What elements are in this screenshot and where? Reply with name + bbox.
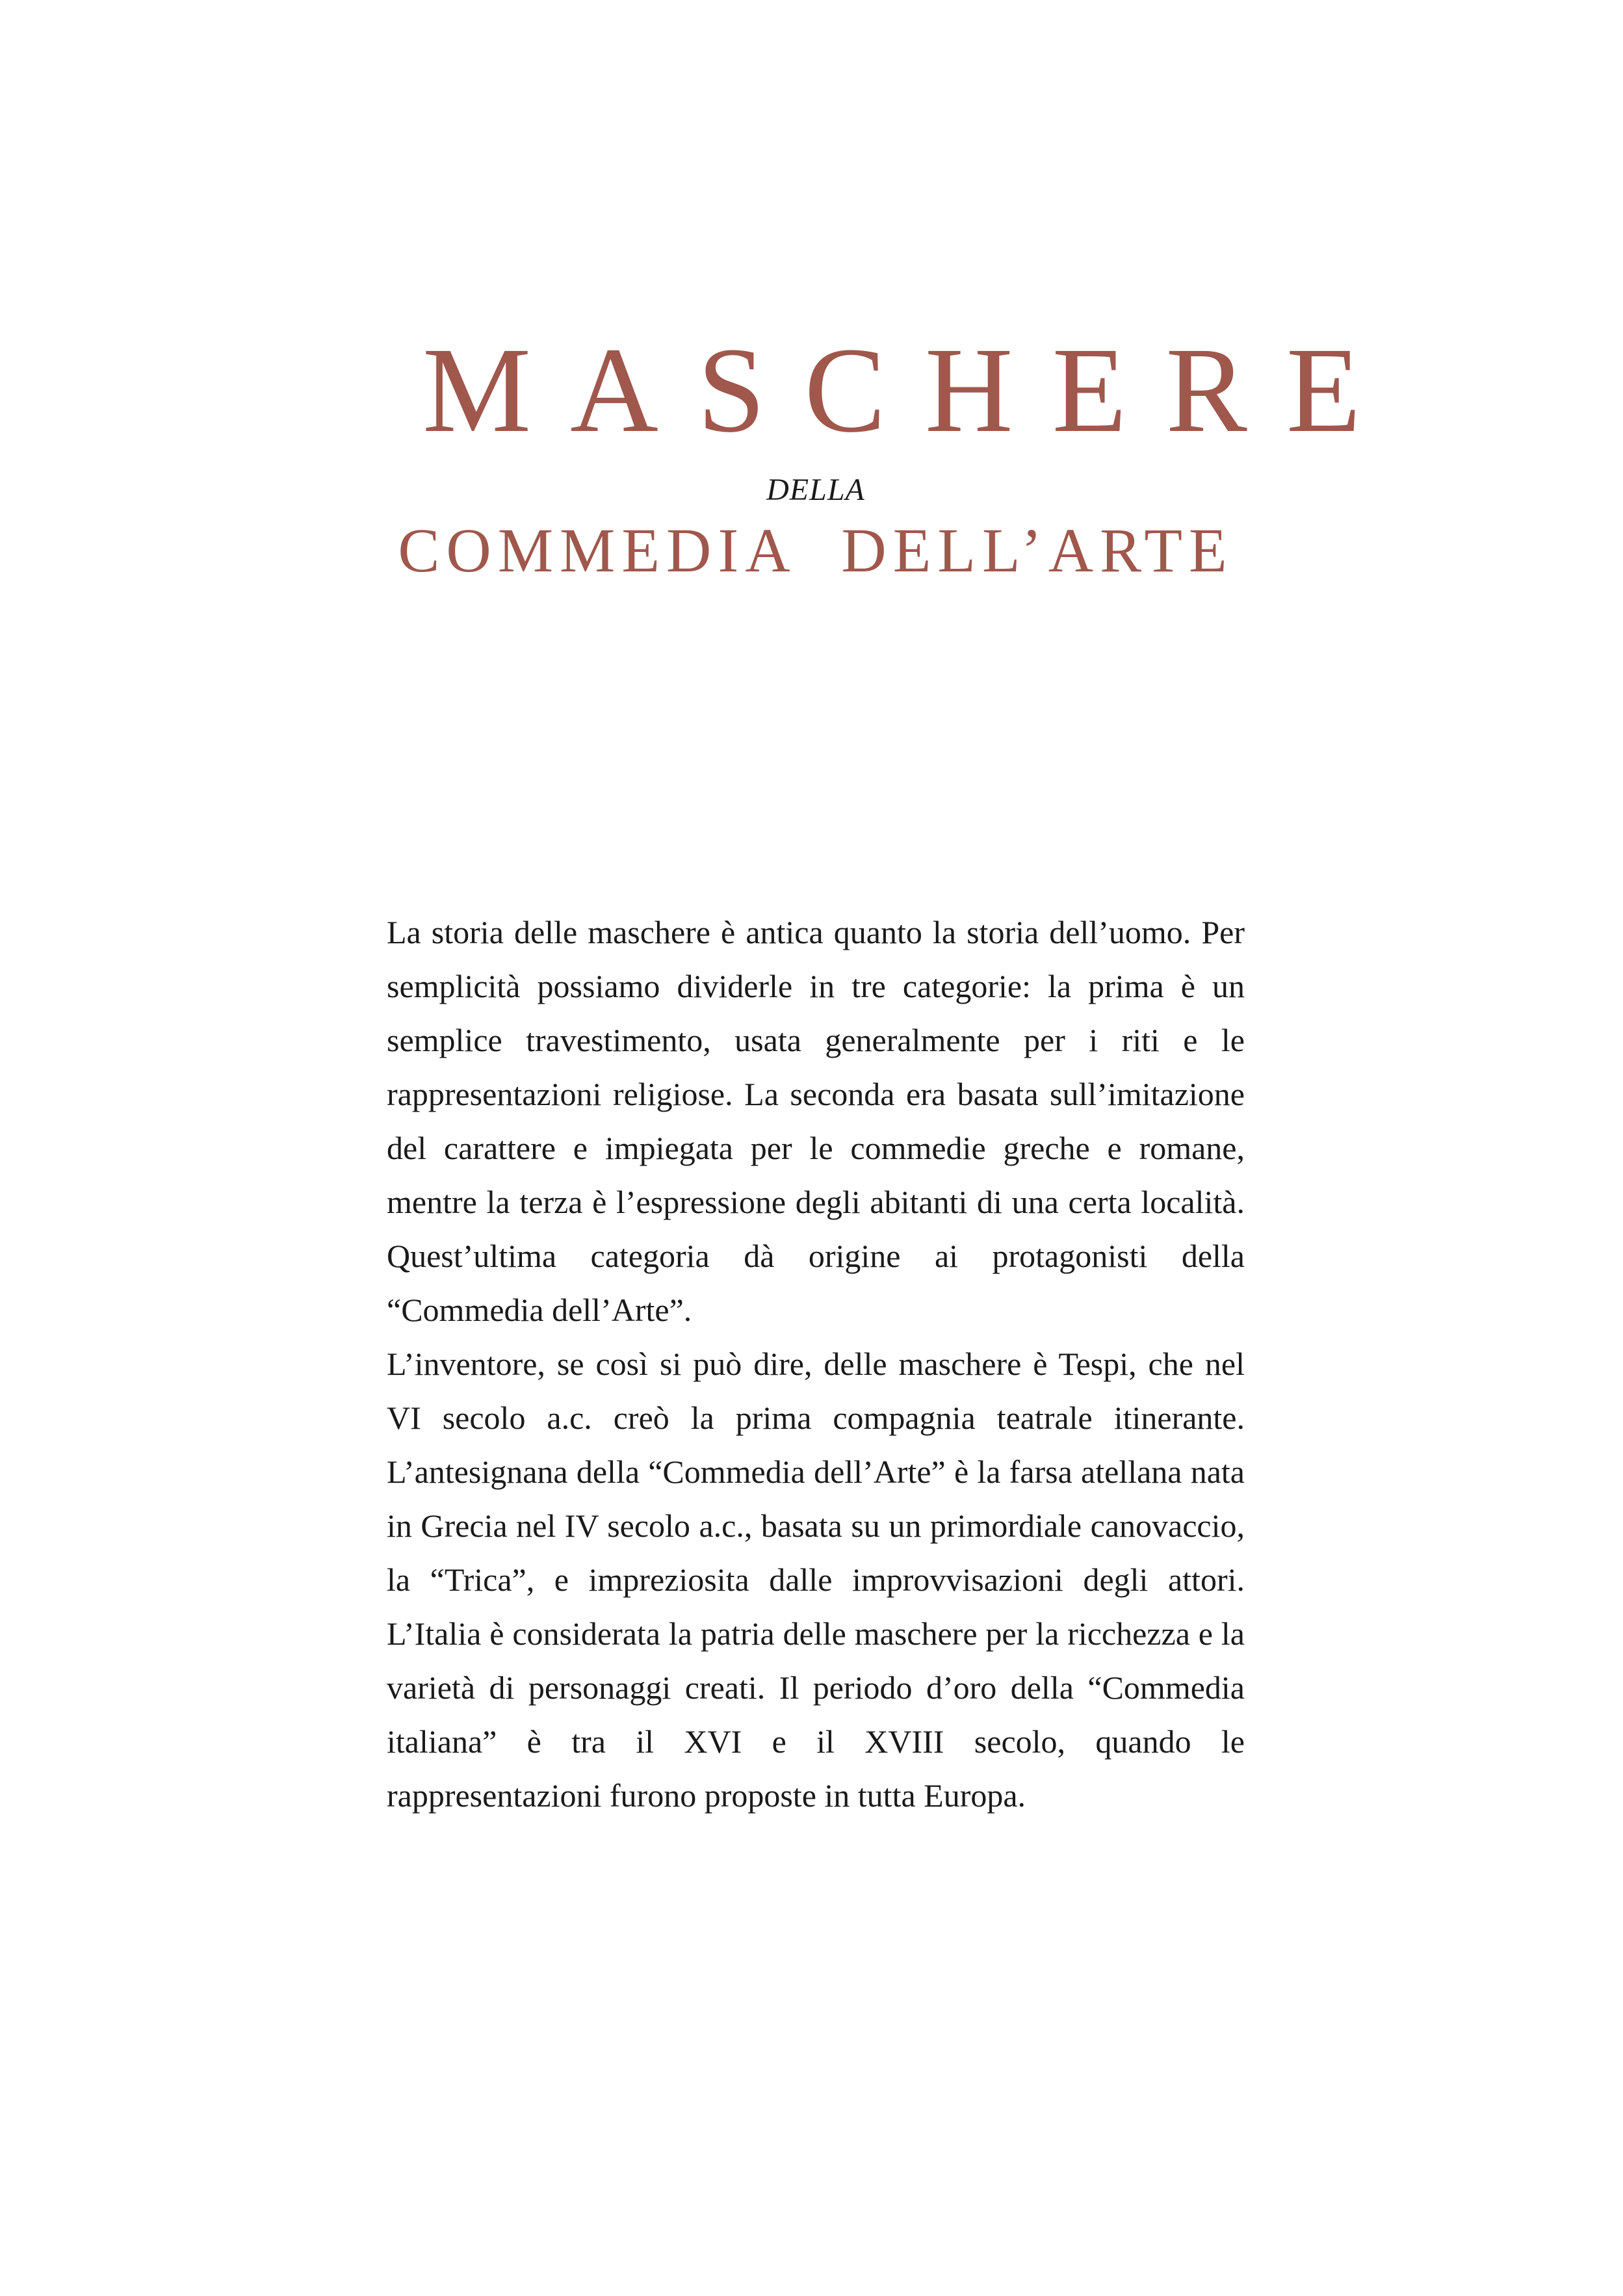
title-subtitle: COMMEDIA DELL’ARTE — [398, 515, 1234, 585]
paragraph-1: La storia delle maschere è antica quanto la storia dell’uomo. Per semplicità possiamo dividerle in tre categorie: la prima è un semplice travestimento, usata generalmente per i riti e le rappresentazioni religiose. La seconda era basata sull’imitazione del carattere e impiegata per le commedie greche e romane, mentre la terza è l’espressione degli abitanti di una certa località. Quest’ultima categoria dà origine ai protagonisti della “Commedia dell’Arte”. — [387, 914, 1245, 1328]
paragraph-2: L’inventore, se così si può dire, delle maschere è Tespi, che nel VI secolo a.c. creò la prima compagnia teatrale itinerante. L’antesignana della “Commedia dell’Arte” è la farsa atellana nata in Grecia nel IV secolo a.c., basata su un primordiale canovaccio, la “Trica”, e impreziosita dalle improvvisazioni degli attori. L’Italia è considerata la patria delle maschere per la ricchezza e la varietà di personaggi creati. Il periodo d’oro della “Commedia italiana” è tra il XVI e il XVIII secolo, quando le rappresentazioni furono proposte in tutta Europa. — [387, 1346, 1245, 1814]
title-main: MASCHERE — [422, 322, 1400, 458]
title-connector: DELLA — [766, 473, 865, 507]
title-block — [383, 322, 1400, 586]
body-text — [387, 906, 1245, 1823]
